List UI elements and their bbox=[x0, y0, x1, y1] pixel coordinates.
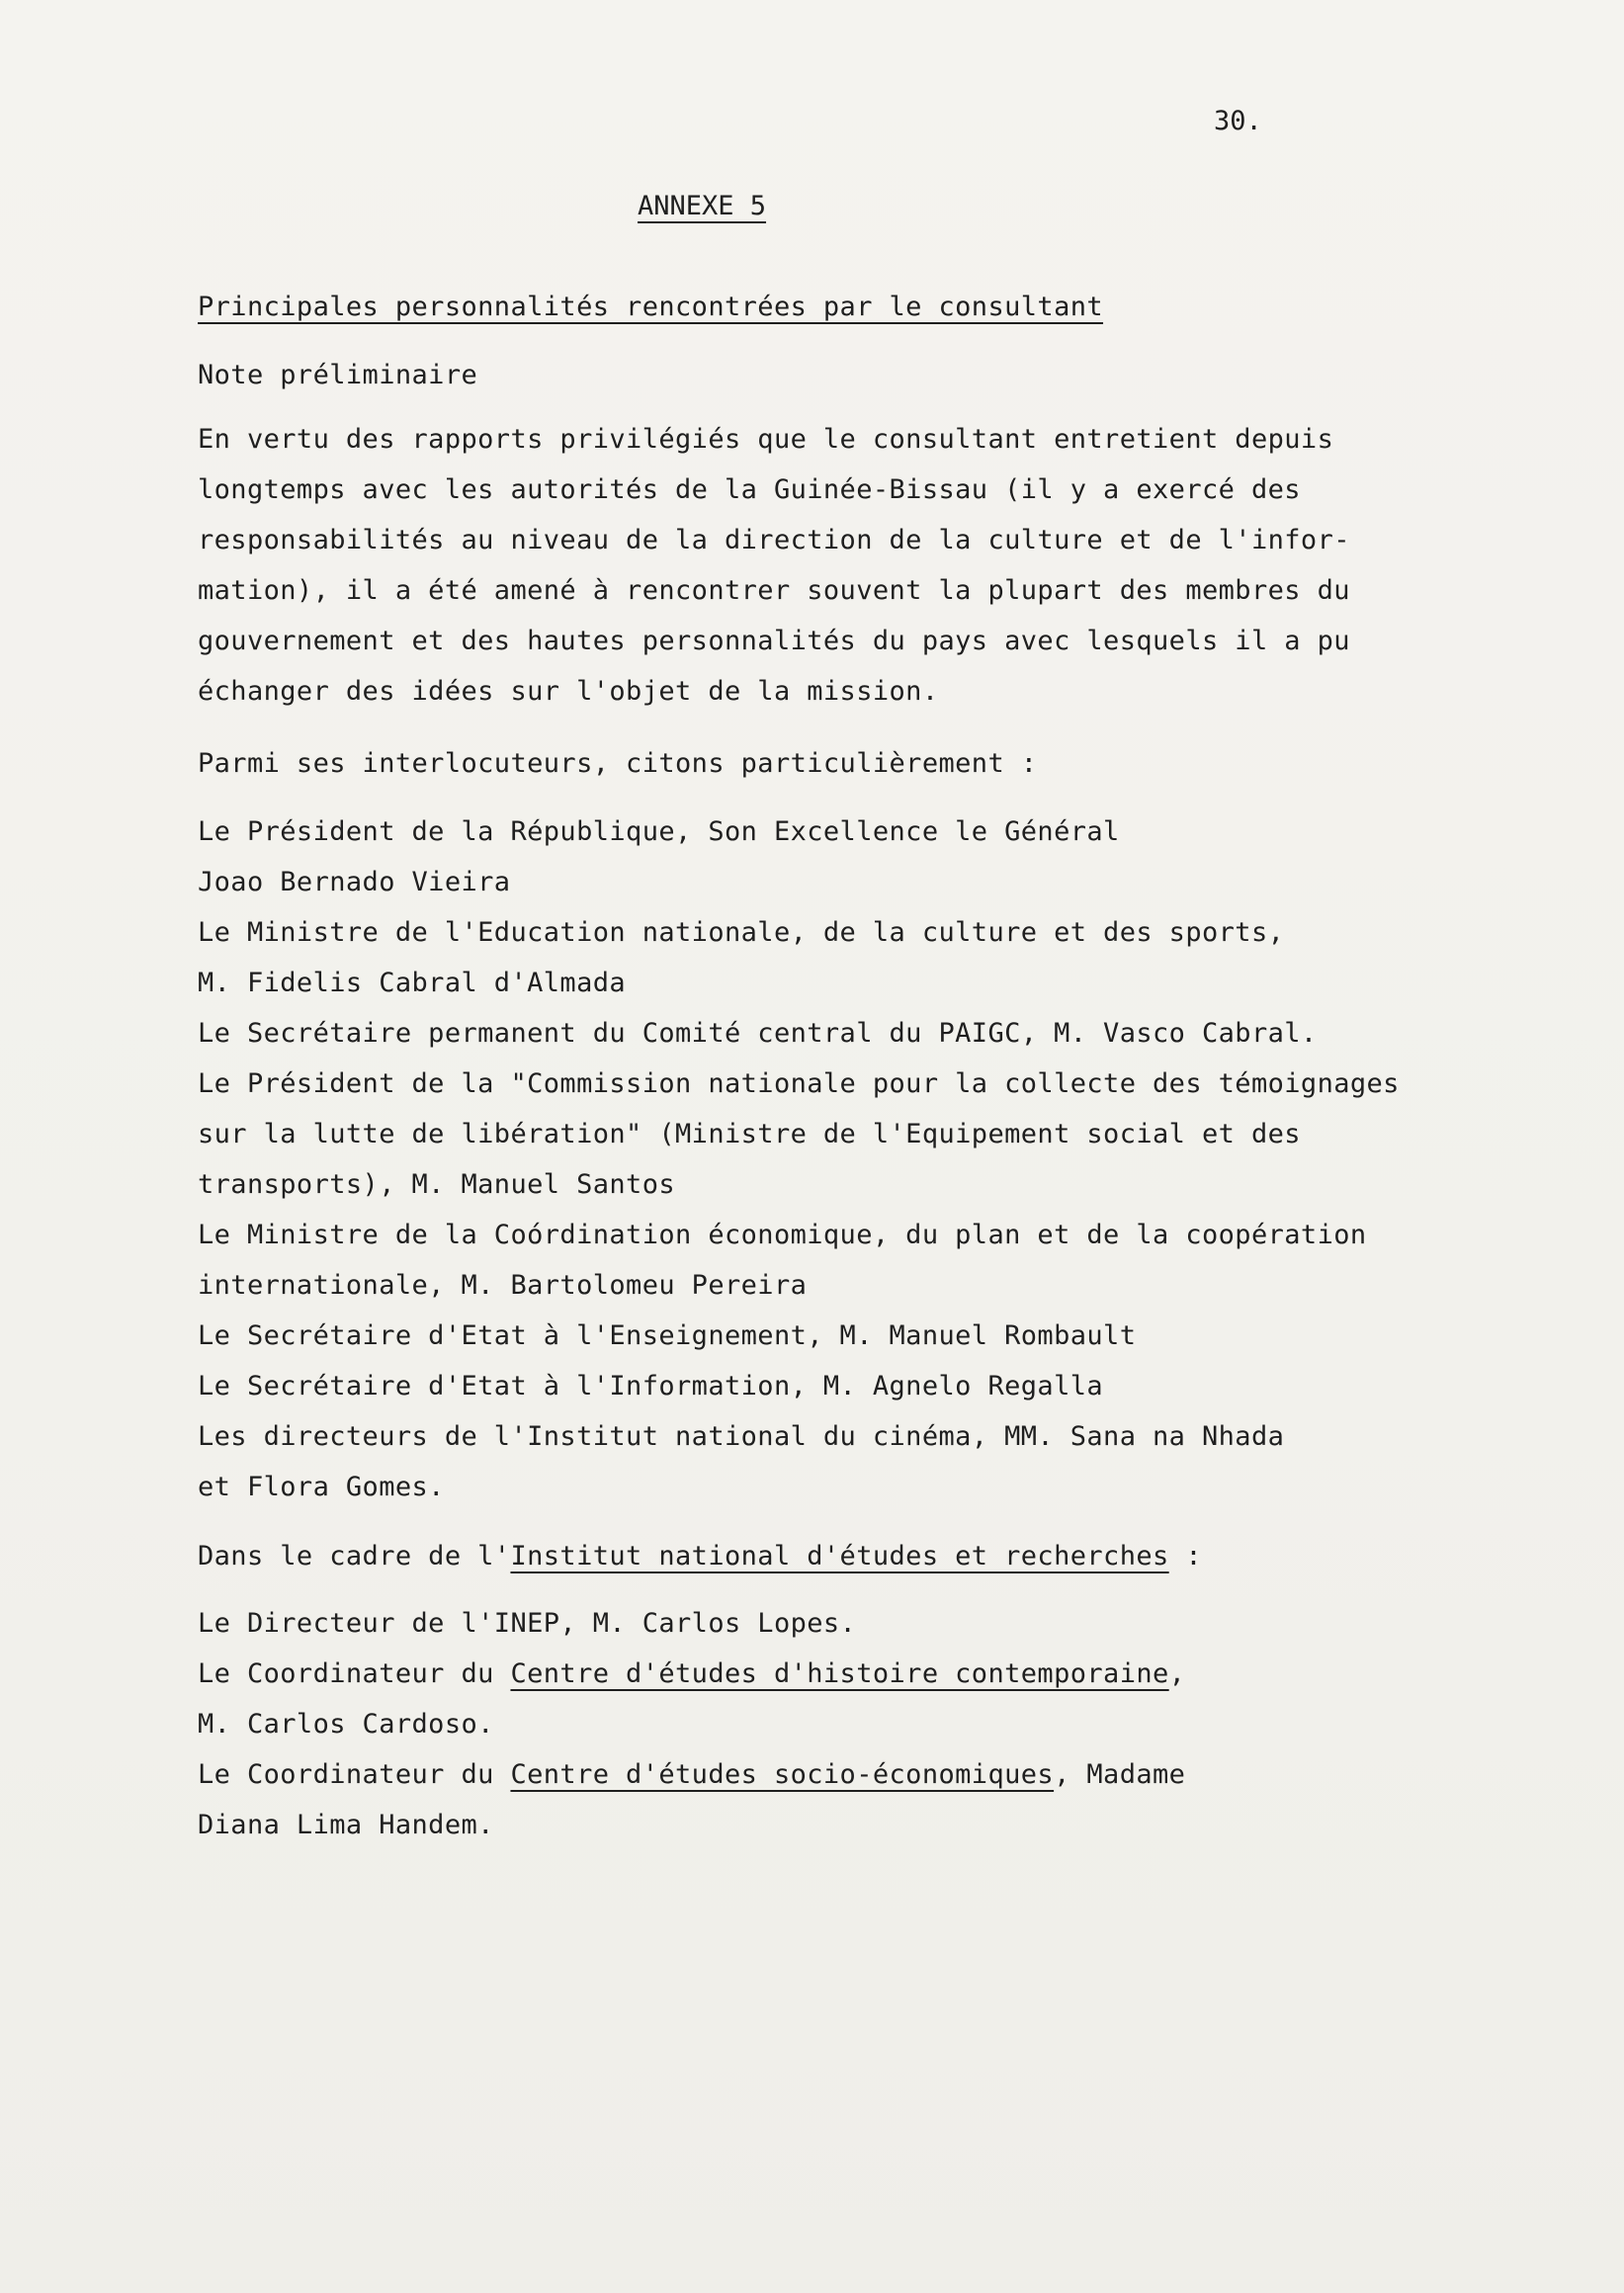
paragraph-line: responsabilités au niveau de la direction de la culture et de l'infor- bbox=[198, 525, 1350, 555]
annex-title: ANNEXE 5 bbox=[638, 191, 767, 221]
list-item: Le Secrétaire d'Etat à l'Information, M. Agnelo Regalla bbox=[198, 1371, 1104, 1401]
paragraph-line: mation), il a été amené à rencontrer souvent la plupart des membres du bbox=[198, 575, 1350, 606]
list-intro: Parmi ses interlocuteurs, citons particulièrement : bbox=[198, 748, 1038, 779]
list-item: sur la lutte de libération" (Ministre de l'Equipement social et des bbox=[198, 1119, 1301, 1149]
history-coordinator-suffix: , bbox=[1168, 1658, 1186, 1689]
list-item: Le Président de la République, Son Excellence le Général bbox=[198, 816, 1120, 847]
socio-coordinator-suffix: , Madame bbox=[1054, 1759, 1186, 1790]
list-item: et Flora Gomes. bbox=[198, 1472, 445, 1502]
list-item: M. Fidelis Cabral d'Almada bbox=[198, 968, 627, 998]
list-item: Le Ministre de la Coórdination économique, du plan et de la coopération bbox=[198, 1220, 1367, 1250]
history-coordinator-prefix: Le Coordinateur du bbox=[198, 1658, 511, 1689]
list-item: Le Secrétaire d'Etat à l'Enseignement, M. Manuel Rombault bbox=[198, 1320, 1137, 1351]
list-item: transports), M. Manuel Santos bbox=[198, 1169, 676, 1200]
socio-centre-name: Centre d'études socio-économiques bbox=[510, 1759, 1055, 1790]
page-number: 30. bbox=[1214, 106, 1262, 136]
inep-intro bbox=[198, 1540, 1202, 1573]
socio-coordinator-name: Diana Lima Handem. bbox=[198, 1810, 494, 1840]
list-item: internationale, M. Bartolomeu Pereira bbox=[198, 1270, 808, 1301]
paragraph-line: longtemps avec les autorités de la Guinée-Bissau (il y a exercé des bbox=[198, 474, 1301, 505]
inep-director: Le Directeur de l'INEP, M. Carlos Lopes. bbox=[198, 1608, 857, 1639]
list-item: Joao Bernado Vieira bbox=[198, 867, 511, 897]
inep-intro-prefix: Dans le cadre de l' bbox=[198, 1541, 511, 1571]
inep-intro-suffix: : bbox=[1168, 1541, 1202, 1571]
note-label: Note préliminaire bbox=[198, 360, 478, 390]
socio-coordinator bbox=[198, 1758, 1185, 1792]
history-coordinator bbox=[198, 1657, 1185, 1691]
paragraph-line: En vertu des rapports privilégiés que le consultant entretient depuis bbox=[198, 424, 1334, 455]
history-coordinator-name: M. Carlos Cardoso. bbox=[198, 1709, 494, 1740]
list-item: Les directeurs de l'Institut national du cinéma, MM. Sana na Nhada bbox=[198, 1421, 1285, 1452]
paragraph-line: gouvernement et des hautes personnalités du pays avec lesquels il a pu bbox=[198, 626, 1350, 656]
socio-coordinator-prefix: Le Coordinateur du bbox=[198, 1759, 511, 1790]
paragraph-line: échanger des idées sur l'objet de la mission. bbox=[198, 676, 939, 707]
list-item: Le Président de la "Commission nationale pour la collecte des témoignages bbox=[198, 1068, 1400, 1099]
inep-institute-name: Institut national d'études et recherches bbox=[510, 1541, 1169, 1571]
history-centre-name: Centre d'études d'histoire contemporaine bbox=[510, 1658, 1169, 1689]
section-heading: Principales personnalités rencontrées par le consultant bbox=[198, 292, 1104, 322]
list-item: Le Ministre de l'Education nationale, de la culture et des sports, bbox=[198, 917, 1285, 948]
list-item: Le Secrétaire permanent du Comité central du PAIGC, M. Vasco Cabral. bbox=[198, 1018, 1318, 1049]
